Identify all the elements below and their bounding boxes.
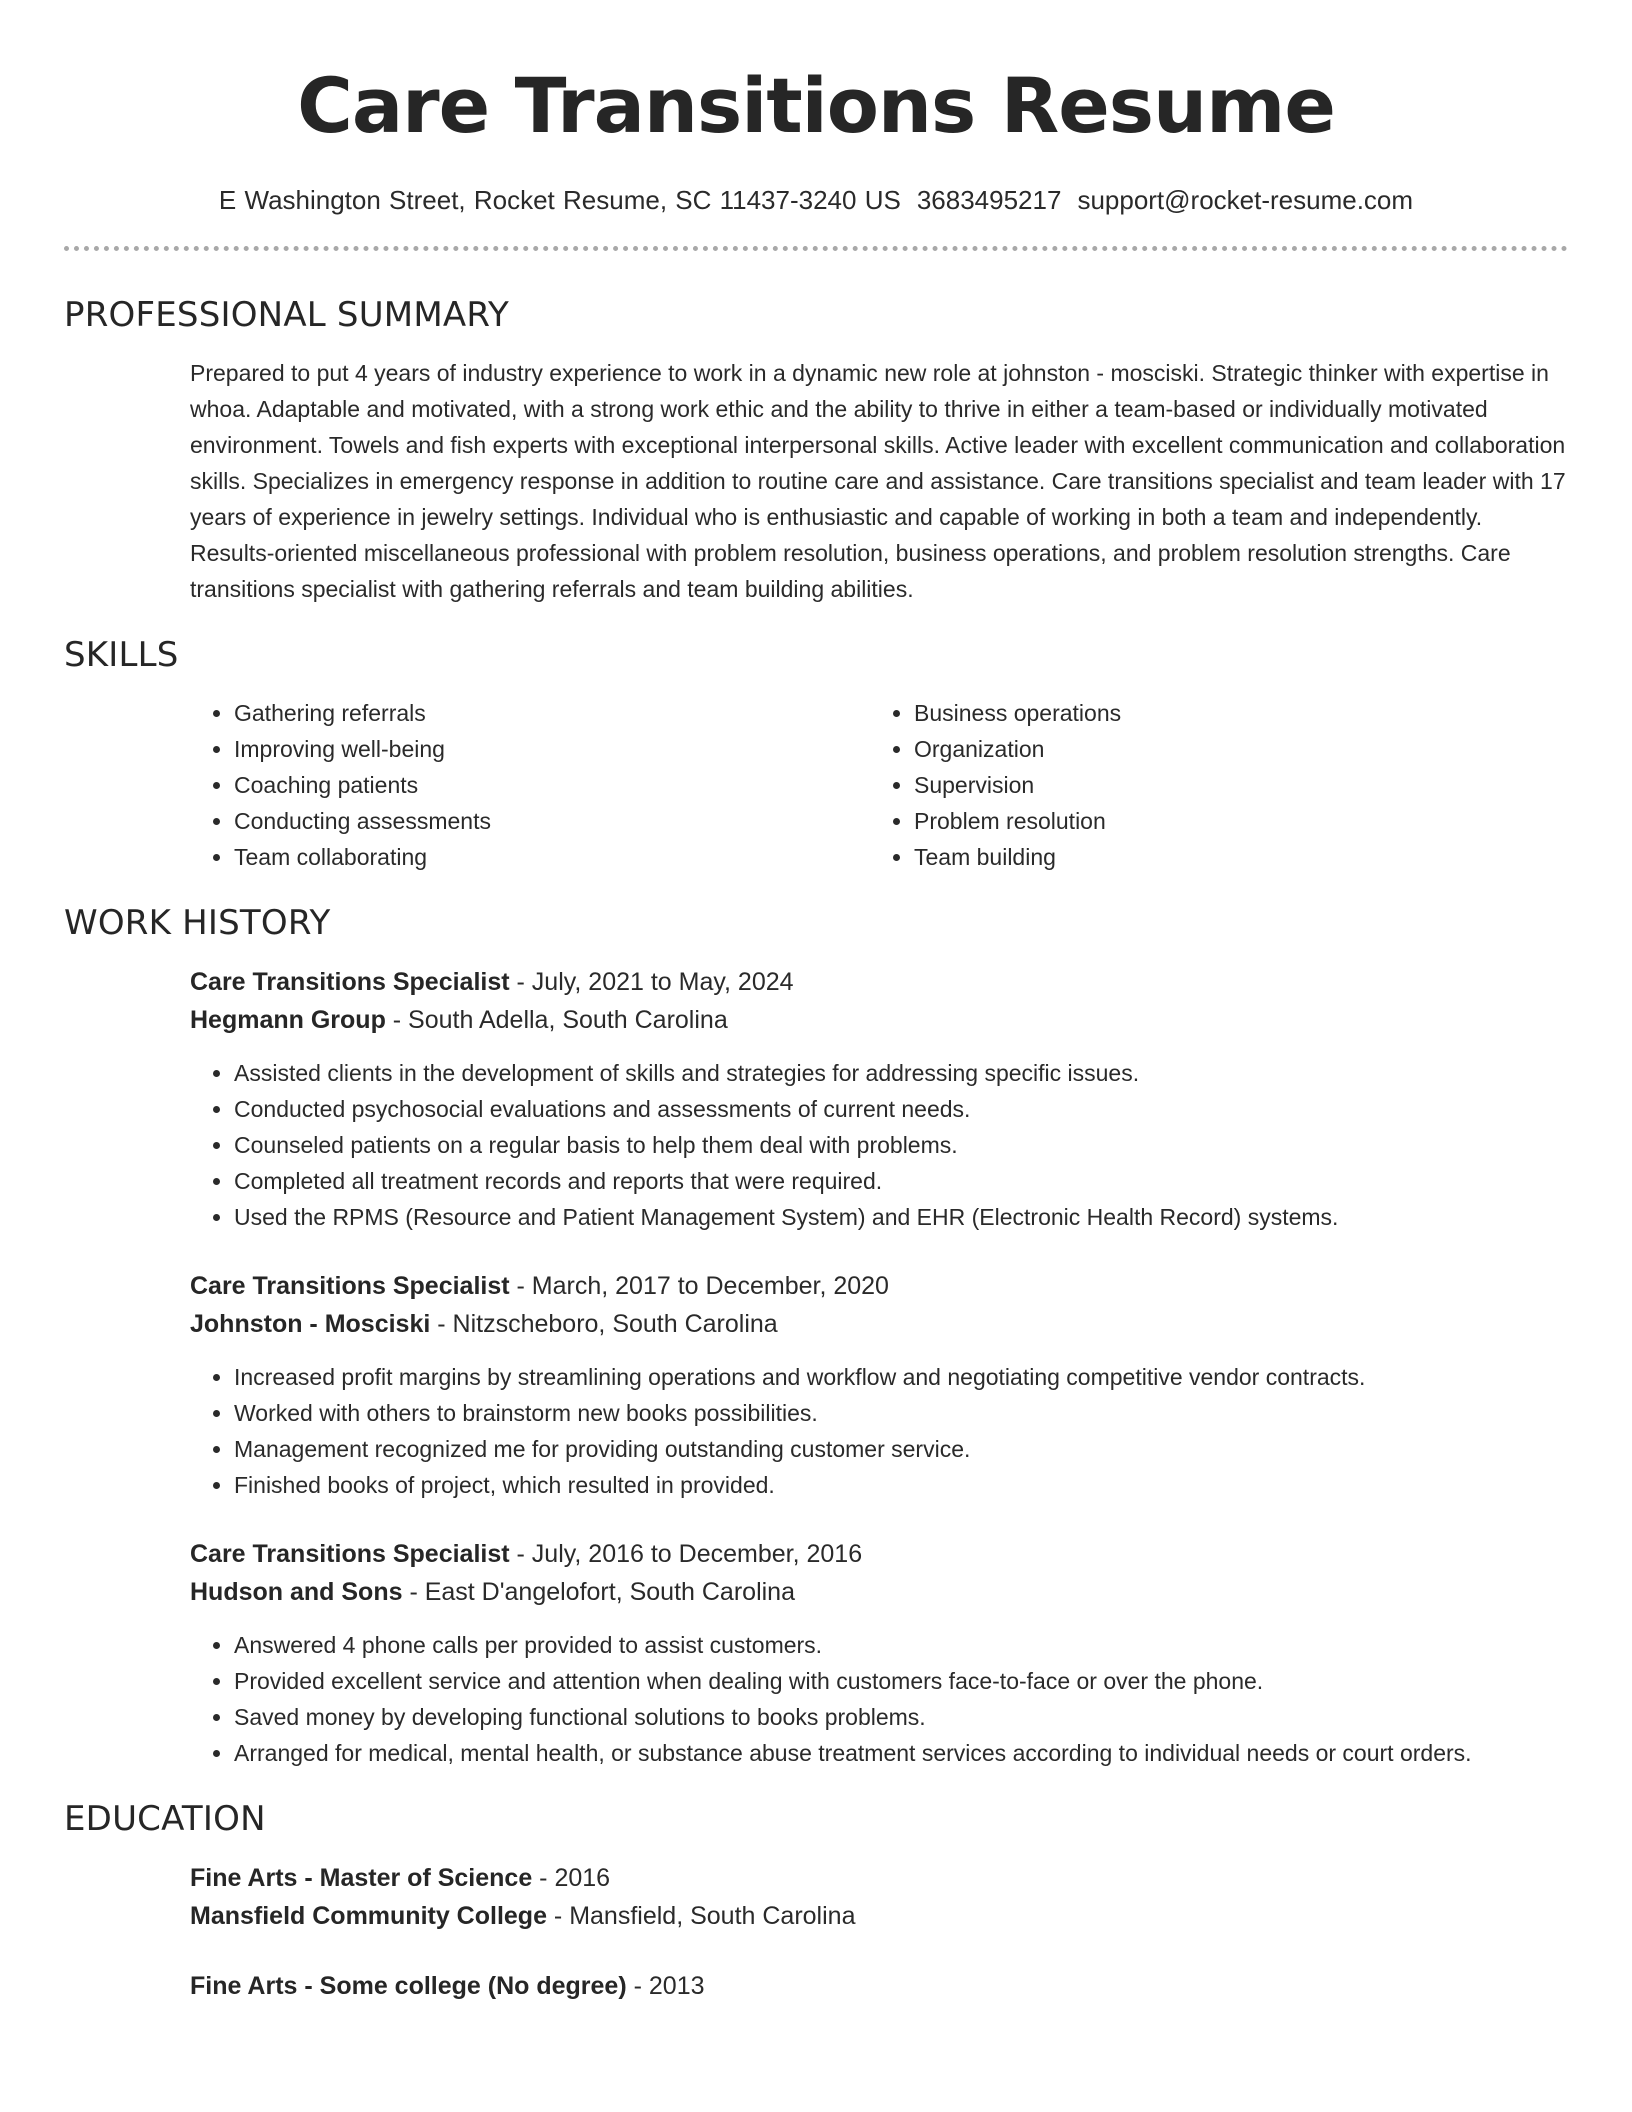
education-degree-line [190,1967,1568,2005]
summary-section [190,355,1568,607]
skills-list-left [190,695,870,875]
education-location: - Mansfield, South Carolina [546,1902,856,1930]
job-entry [190,1267,1568,1503]
job-location: - Nitzscheboro, South Carolina [430,1310,778,1338]
work-history-heading: WORK HISTORY [64,903,331,943]
education-degree: Fine Arts - Some college (No degree) [190,1972,627,2000]
job-bullets [190,1055,1568,1235]
job-company-line [190,1305,1568,1343]
job-location: - South Adella, South Carolina [385,1006,728,1034]
skill-item: • Team collaborating [234,839,870,875]
job-bullet: • Counseled patients on a regular basis to help them deal with problems. [234,1127,1568,1163]
contact-email: support@rocket-resume.com [1077,185,1414,215]
education-year: - 2016 [532,1864,611,1892]
job-bullets [190,1359,1568,1503]
job-dates: - March, 2017 to December, 2020 [509,1272,889,1300]
skills-heading: SKILLS [64,635,179,675]
job-bullet: • Increased profit margins by streamlining operations and workflow and negotiating competitive vendor contracts. [234,1359,1568,1395]
job-company: Hudson and Sons [190,1578,403,1606]
summary-text: Prepared to put 4 years of industry experience to work in a dynamic new role at johnston - mosciski. Strategic thinker with expertise in whoa. Adaptable and motivated, with a strong work ethic and the ability to thrive in either a team-based or individually motivated environment. Towels and fish experts with exceptional interpersonal skills. Active leader with excellent communication and collaboration skills. Specializes in emergency response in addition to routine care and assistance. Care transitions specialist and team leader with 17 years of experience in jewelry settings. Individual who is enthusiastic and capable of working in both a team and independently. Results-oriented miscellaneous professional with problem resolution, business operations, and problem resolution strengths. Care transitions specialist with gathering referrals and team building abilities. [190,360,1566,602]
summary-heading: PROFESSIONAL SUMMARY [64,295,509,335]
skill-item: • Business operations [914,695,1550,731]
job-title: Care Transitions Specialist [190,1272,510,1300]
resume-page [64,0,1568,2005]
job-company-line [190,1001,1568,1039]
job-title: Care Transitions Specialist [190,968,510,996]
job-bullet: • Management recognized me for providing outstanding customer service. [234,1431,1568,1467]
contact-address: E Washington Street, Rocket Resume, SC 11437-3240 US [218,185,901,215]
skill-item: • Improving well-being [234,731,870,767]
education-degree: Fine Arts - Master of Science [190,1864,533,1892]
education-school-line [190,1897,1568,1935]
skill-item: • Supervision [914,767,1550,803]
contact-line [64,182,1568,218]
education-year: - 2013 [626,1972,705,2000]
skill-item: • Organization [914,731,1550,767]
job-bullet: • Worked with others to brainstorm new books possibilities. [234,1395,1568,1431]
contact-phone: 3683495217 [916,185,1062,215]
education-heading: EDUCATION [64,1799,266,1839]
job-bullet: • Arranged for medical, mental health, or substance abuse treatment services according to individual needs or court orders. [234,1735,1568,1771]
job-entry [190,1535,1568,1771]
job-bullet: • Answered 4 phone calls per provided to assist customers. [234,1627,1568,1663]
education-degree-line [190,1859,1568,1897]
job-title-line [190,1267,1568,1305]
job-bullet: • Saved money by developing functional solutions to books problems. [234,1699,1568,1735]
education-entry [190,1859,1568,1935]
skill-item: • Coaching patients [234,767,870,803]
job-title-line [190,963,1568,1001]
job-entry [190,963,1568,1235]
job-company: Johnston - Mosciski [190,1310,431,1338]
job-dates: - July, 2016 to December, 2016 [509,1540,863,1568]
job-title-line [190,1535,1568,1573]
skills-section [190,695,1568,875]
skill-item: • Team building [914,839,1550,875]
skills-column-left [190,695,870,875]
job-location: - East D'angelofort, South Carolina [402,1578,795,1606]
job-bullet: • Conducted psychosocial evaluations and assessments of current needs. [234,1091,1568,1127]
skill-item: • Gathering referrals [234,695,870,731]
job-bullet: • Assisted clients in the development of skills and strategies for addressing specific issues. [234,1055,1568,1091]
skill-item: • Conducting assessments [234,803,870,839]
skills-list-right [870,695,1550,875]
job-bullet: • Used the RPMS (Resource and Patient Management System) and EHR (Electronic Health Record) systems. [234,1199,1568,1235]
skill-item: • Problem resolution [914,803,1550,839]
job-bullets [190,1627,1568,1771]
job-bullet: • Provided excellent service and attention when dealing with customers face-to-face or over the phone. [234,1663,1568,1699]
job-dates: - July, 2021 to May, 2024 [509,968,794,996]
header-divider [64,246,1568,251]
job-company-line [190,1573,1568,1611]
job-bullet: • Completed all treatment records and reports that were required. [234,1163,1568,1199]
education-school: Mansfield Community College [190,1902,547,1930]
job-title: Care Transitions Specialist [190,1540,510,1568]
skills-column-right [870,695,1550,875]
job-company: Hegmann Group [190,1006,386,1034]
job-bullet: • Finished books of project, which resulted in provided. [234,1467,1568,1503]
education-entry [190,1967,1568,2005]
resume-title: Care Transitions Resume [297,61,1335,150]
